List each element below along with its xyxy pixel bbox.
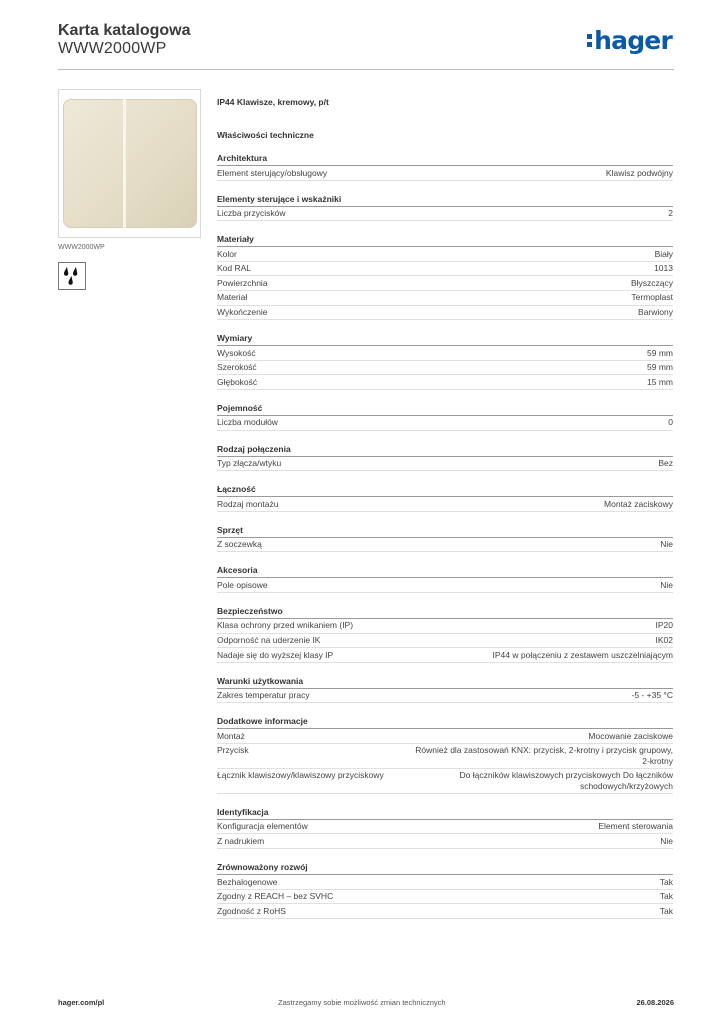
- spec-value: Montaż zaciskowy: [604, 498, 673, 509]
- footer-notice: Zastrzegamy sobie możliwość zmian technicznych: [278, 998, 446, 1007]
- spec-value: Barwiony: [638, 307, 673, 318]
- spec-group: [217, 807, 673, 849]
- spec-label: Odporność na uderzenie IK: [217, 635, 321, 645]
- spec-value: Termoplast: [631, 292, 673, 303]
- spec-heading: Właściwości techniczne: [217, 130, 314, 140]
- spec-row: [217, 247, 673, 262]
- spec-group: [217, 333, 673, 390]
- spec-value: Nie: [660, 835, 673, 846]
- spec-label: Zgodny z REACH – bez SVHC: [217, 891, 334, 902]
- spec-row: [217, 619, 673, 634]
- spec-row: [217, 291, 673, 306]
- spec-value: Nie: [660, 539, 673, 550]
- spec-group-title: Identyfikacja: [217, 807, 673, 820]
- spec-group: [217, 716, 673, 794]
- spec-row: [217, 689, 673, 704]
- spec-label: Zgodność z RoHS: [217, 905, 286, 916]
- spec-label: Rodzaj montażu: [217, 498, 279, 509]
- spec-row: [217, 820, 673, 835]
- spec-content: [217, 97, 673, 919]
- spec-group-title: Rodzaj połączenia: [217, 444, 673, 457]
- spec-group-title: Architektura: [217, 153, 673, 166]
- spec-group-title: Sprzęt: [217, 525, 673, 538]
- spec-group-title: Pojemność: [217, 403, 673, 416]
- water-drops-icon: [58, 262, 86, 290]
- spec-value: -5 - +35 °C: [631, 690, 673, 701]
- spec-value: Błyszczący: [630, 277, 673, 288]
- spec-row: [217, 648, 673, 663]
- spec-group: [217, 565, 673, 593]
- spec-label: Nadaje się do wyższej klasy IP: [217, 649, 334, 660]
- spec-group: [217, 234, 673, 320]
- spec-group-title: Wymiary: [217, 333, 673, 346]
- rocker-split-line: [123, 99, 126, 228]
- product-code: WWW2000WP: [58, 40, 167, 57]
- document-type: Karta katalogowa: [58, 22, 191, 39]
- spec-label: Konfiguracja elementów: [217, 821, 308, 832]
- spec-group-title: Dodatkowe informacje: [217, 716, 673, 729]
- logo-dots-icon: [587, 32, 592, 48]
- spec-row: [217, 497, 673, 512]
- spec-group-title: Zrównoważony rozwój: [217, 862, 673, 875]
- spec-label: Szerokość: [217, 362, 257, 373]
- spec-group: [217, 444, 673, 472]
- spec-row: [217, 457, 673, 472]
- spec-group: [217, 862, 673, 919]
- spec-group-title: Akcesoria: [217, 565, 673, 578]
- spec-label: Powierzchnia: [217, 277, 268, 288]
- spec-value: Biały: [654, 248, 673, 259]
- spec-row: [217, 416, 673, 431]
- spec-row: [217, 875, 673, 890]
- spec-label: Typ złącza/wtyku: [217, 458, 282, 469]
- footer-website[interactable]: hager.com/pl: [58, 998, 105, 1007]
- page-header: [58, 20, 674, 70]
- spec-row: [217, 306, 673, 321]
- spec-row: [217, 834, 673, 849]
- spec-row: [217, 346, 673, 361]
- spec-label: Montaż: [217, 730, 245, 741]
- spec-label: Liczba przycisków: [217, 208, 286, 219]
- spec-value: Bez: [658, 458, 673, 469]
- spec-label: Zakres temperatur pracy: [217, 690, 310, 701]
- spec-group-title: Bezpieczeństwo: [217, 606, 673, 619]
- hager-logo: [587, 26, 672, 55]
- spec-row: [217, 276, 673, 291]
- spec-label: Pole opisowe: [217, 579, 268, 590]
- product-title: IP44 Klawisze, kremowy, p/t: [217, 97, 329, 107]
- product-image: [58, 89, 201, 238]
- spec-value: IP20: [655, 620, 673, 631]
- spec-value: Tak: [659, 891, 673, 902]
- spec-row: [217, 262, 673, 277]
- spec-group-title: Warunki użytkowania: [217, 676, 673, 689]
- spec-value: Tak: [659, 876, 673, 887]
- spec-row: [217, 634, 673, 649]
- spec-group: [217, 403, 673, 431]
- spec-row: [217, 375, 673, 390]
- spec-value: Element sterowania: [598, 821, 673, 832]
- spec-value: Tak: [659, 905, 673, 916]
- spec-value: 0: [668, 417, 673, 428]
- spec-group: [217, 676, 673, 704]
- logo-text: hager: [594, 26, 672, 55]
- spec-label: Klasa ochrony przed wnikaniem (IP): [217, 620, 354, 631]
- spec-label: Bezhalogenowe: [217, 876, 278, 887]
- spec-value: 59 mm: [647, 362, 673, 373]
- spec-row: [217, 744, 673, 769]
- spec-label: Przycisk: [217, 745, 249, 756]
- spec-value: 59 mm: [647, 347, 673, 358]
- spec-value: 2: [668, 208, 673, 219]
- spec-group: [217, 194, 673, 222]
- spec-label: Kod RAL: [217, 263, 252, 274]
- spec-group: [217, 525, 673, 553]
- rocker-plate: [63, 99, 197, 228]
- spec-label: Łącznik klawiszowy/klawiszowy przyciskowy: [217, 770, 384, 781]
- spec-groups: [217, 153, 673, 919]
- spec-label: Wysokość: [217, 347, 256, 358]
- footer-date: 26.08.2026: [636, 998, 674, 1007]
- spec-value: IP44 w połączeniu z zestawem uszczelniającym: [492, 649, 673, 660]
- spec-row: [217, 769, 673, 794]
- spec-label: Kolor: [217, 248, 237, 259]
- spec-value: Do łączników klawiszowych przyciskowych Do łączników schodowych/krzyżowych: [459, 770, 673, 791]
- spec-label: Liczba modułów: [217, 417, 278, 428]
- spec-value: Klawisz podwójny: [605, 167, 673, 178]
- spec-value: 1013: [654, 263, 673, 274]
- spec-group: [217, 484, 673, 512]
- spec-row: [217, 578, 673, 593]
- spec-label: Element sterujący/obsługowy: [217, 167, 328, 178]
- spec-group-title: Łączność: [217, 484, 673, 497]
- spec-group-title: Elementy sterujące i wskaźniki: [217, 194, 673, 207]
- spec-group-title: Materiały: [217, 234, 673, 247]
- spec-value: 15 mm: [647, 376, 673, 387]
- product-image-caption: WWW2000WP: [58, 244, 105, 251]
- spec-row: [217, 361, 673, 376]
- spec-group: [217, 606, 673, 663]
- spec-label: Wykończenie: [217, 307, 268, 318]
- spec-row: [217, 207, 673, 222]
- spec-row: [217, 538, 673, 553]
- spec-value: Również dla zastosowań KNX: przycisk, 2-krotny i przycisk grupowy, 2-krotny: [415, 745, 673, 766]
- spec-value: Nie: [660, 579, 673, 590]
- spec-value: IK02: [655, 635, 673, 645]
- spec-label: Materiał: [217, 292, 248, 303]
- spec-group: [217, 153, 673, 181]
- spec-row: [217, 729, 673, 744]
- spec-row: [217, 890, 673, 905]
- spec-row: [217, 904, 673, 919]
- spec-label: Głębokość: [217, 376, 258, 387]
- spec-row: [217, 166, 673, 181]
- spec-value: Mocowanie zaciskowe: [588, 730, 673, 741]
- spec-label: Z soczewką: [217, 539, 262, 550]
- spec-label: Z nadrukiem: [217, 835, 265, 846]
